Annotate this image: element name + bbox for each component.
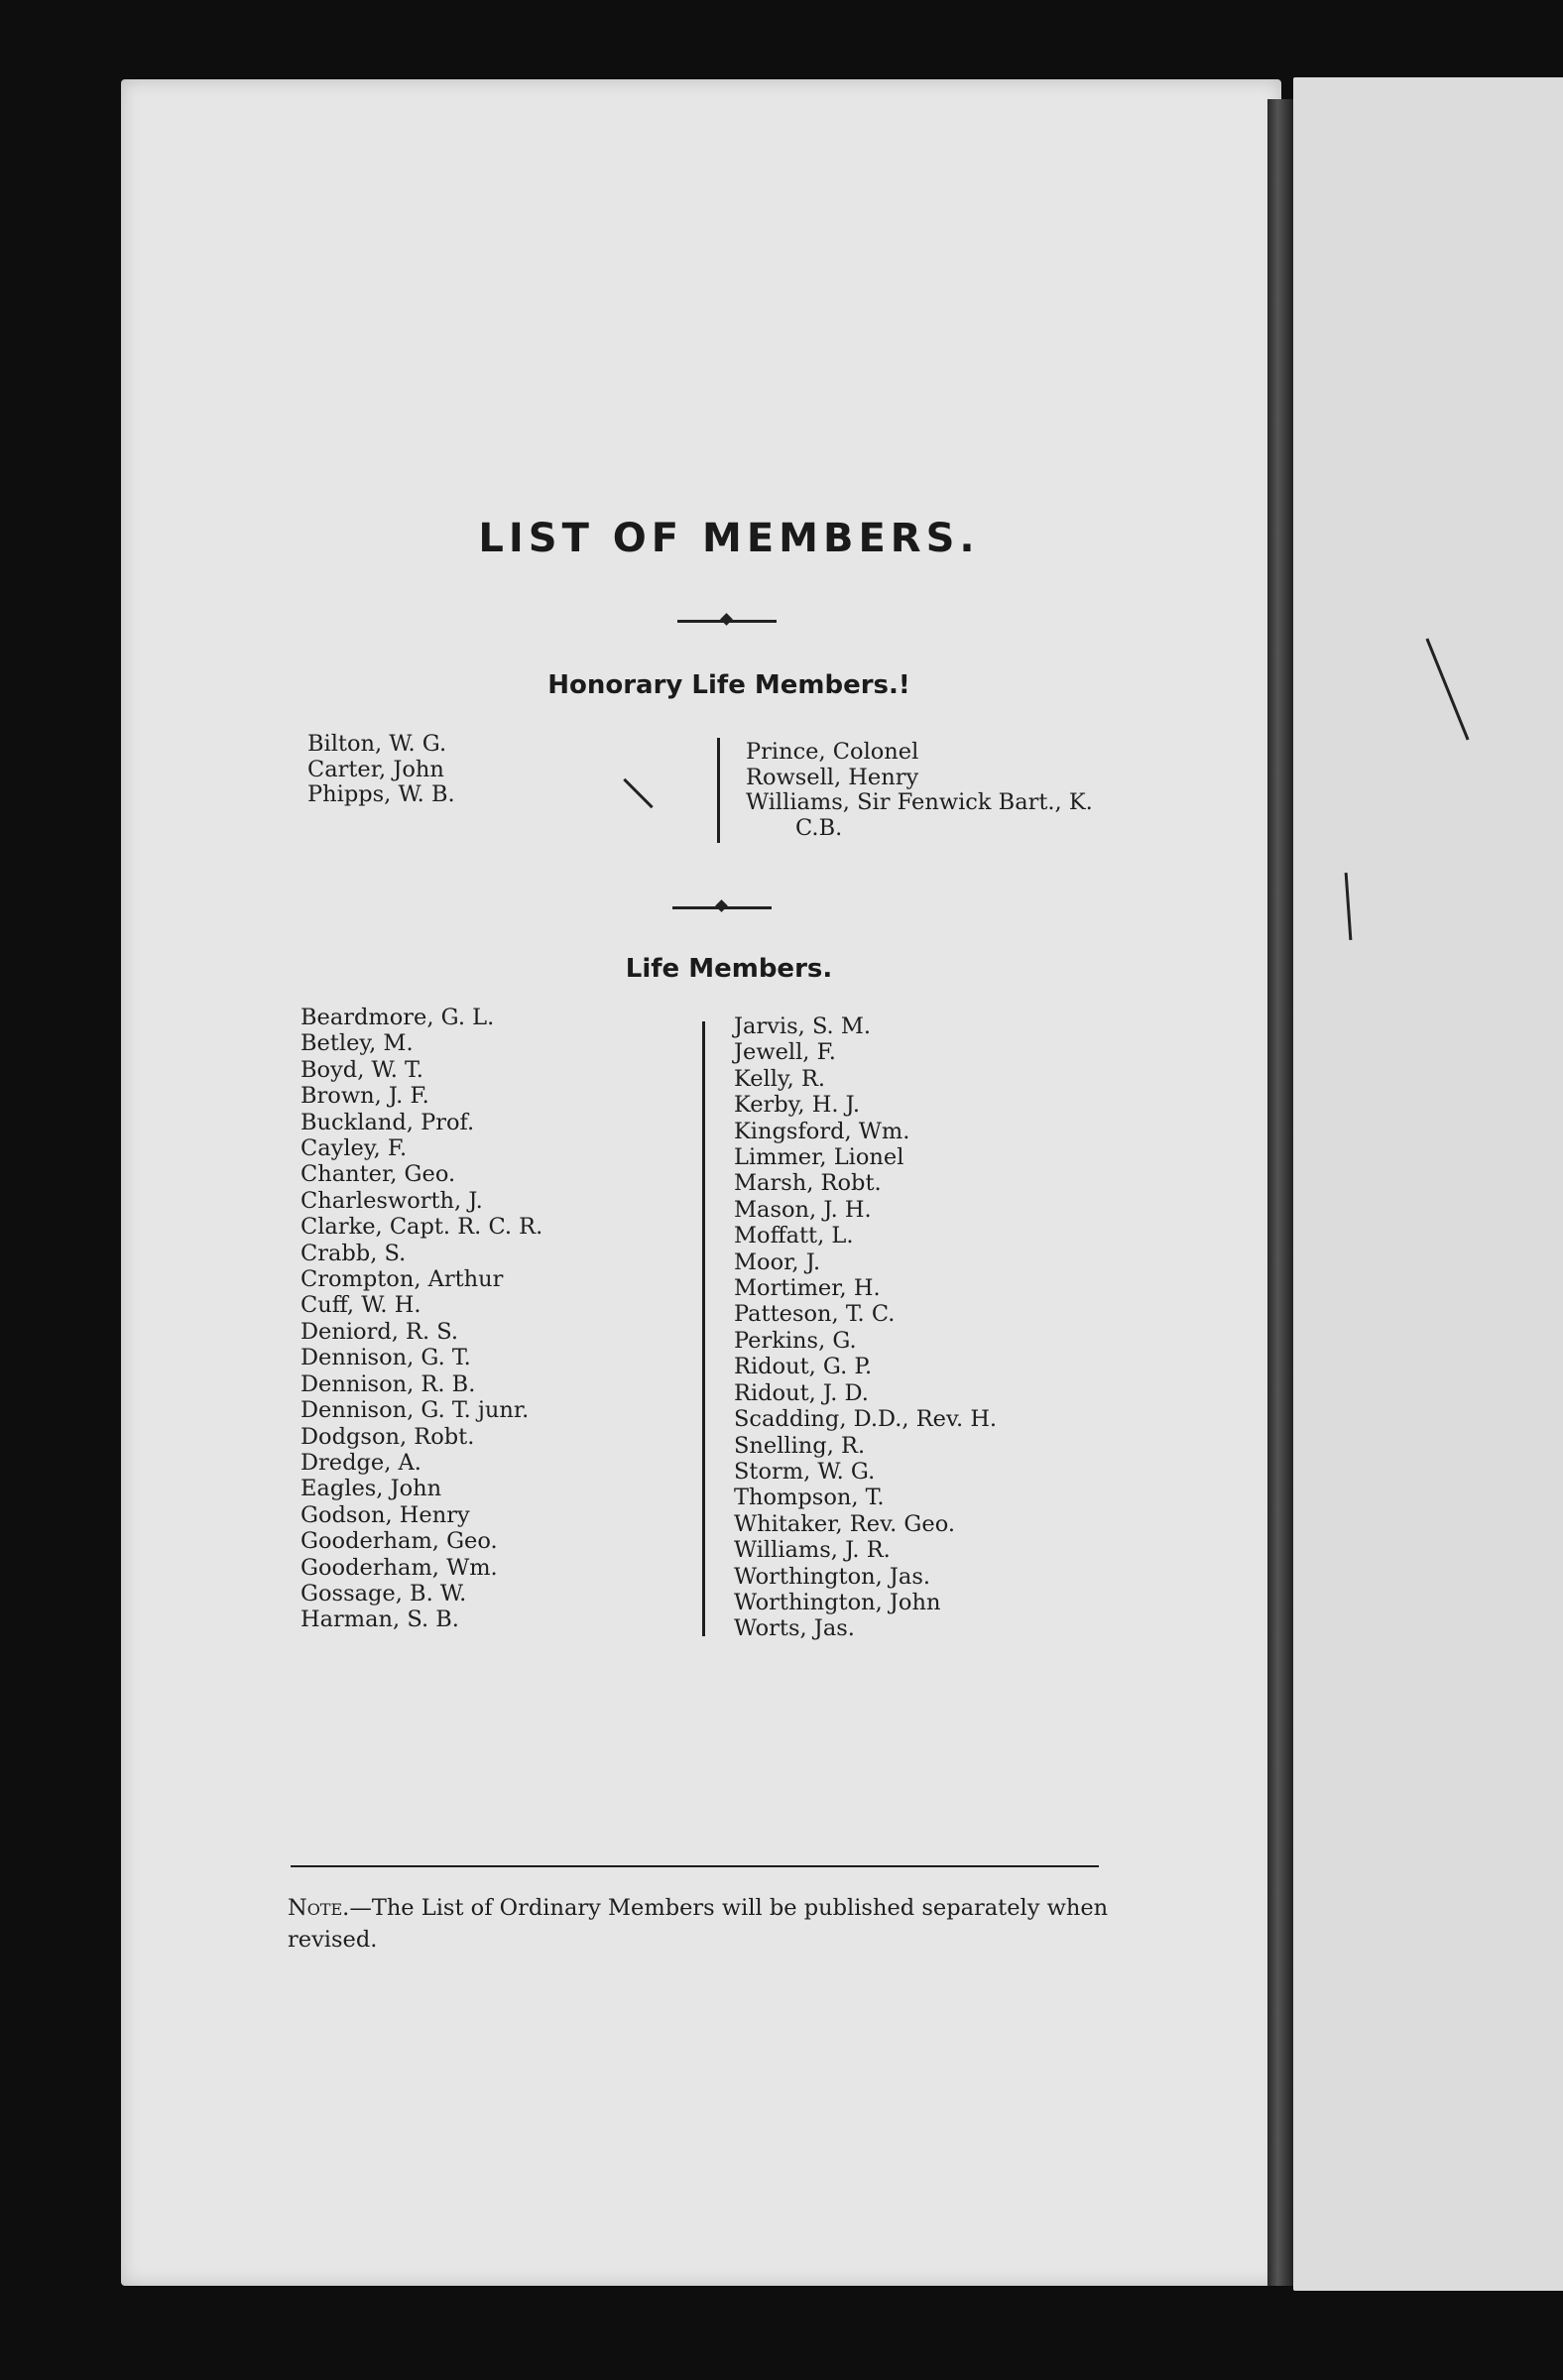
honorary-members-left-column	[307, 732, 455, 808]
note-rule	[291, 1865, 1099, 1867]
member-name: Brown, J. F.	[301, 1083, 429, 1110]
member-name: Marsh, Robt.	[734, 1170, 882, 1197]
member-name: Gooderham, Wm.	[301, 1554, 498, 1581]
member-name: Carter, John	[307, 756, 444, 782]
member-name: Beardmore, G. L.	[301, 1005, 495, 1030]
member-name: Rowsell, Henry	[746, 764, 919, 790]
member-name: Crompton, Arthur	[301, 1266, 504, 1293]
footnote	[288, 1892, 1131, 1956]
life-members-right-column	[734, 1013, 997, 1642]
member-name: Dodgson, Robt.	[301, 1423, 475, 1450]
life-column-divider	[702, 1021, 705, 1636]
member-name: Dennison, G. T. junr.	[301, 1397, 530, 1424]
member-name: Cuff, W. H.	[301, 1292, 421, 1319]
member-name: C.B.	[795, 814, 843, 841]
honorary-column-divider	[717, 738, 720, 843]
member-name: Williams, J. R.	[734, 1537, 891, 1564]
section-ornament	[672, 906, 772, 909]
member-name: Prince, Colonel	[746, 739, 919, 765]
member-name: Ridout, J. D.	[734, 1379, 869, 1406]
page-gutter	[1267, 99, 1293, 2286]
member-name: Boyd, W. T.	[301, 1056, 423, 1083]
member-name: Mason, J. H.	[734, 1196, 872, 1223]
honorary-members-right-column	[746, 740, 1093, 841]
life-members-heading: Life Members.	[625, 954, 833, 984]
member-name: Thompson, T.	[734, 1485, 885, 1511]
member-name: Dennison, G. T.	[301, 1345, 471, 1371]
member-name: Patteson, T. C.	[734, 1301, 896, 1328]
member-name: Jewell, F.	[734, 1039, 836, 1066]
member-name: Worts, Jas.	[734, 1615, 855, 1642]
member-name: Harman, S. B.	[301, 1606, 459, 1633]
member-name: Crabb, S.	[301, 1240, 407, 1266]
member-name: Phipps, W. B.	[307, 781, 455, 807]
member-name: Kelly, R.	[734, 1065, 826, 1092]
member-name: Worthington, Jas.	[734, 1563, 931, 1590]
member-name: Worthington, John	[734, 1589, 941, 1615]
member-name: Mortimer, H.	[734, 1275, 881, 1302]
member-name: Storm, W. G.	[734, 1458, 876, 1485]
member-name: Moor, J.	[734, 1249, 821, 1275]
member-name: Eagles, John	[301, 1476, 442, 1502]
member-name: Clarke, Capt. R. C. R.	[301, 1214, 543, 1241]
member-name: Godson, Henry	[301, 1501, 470, 1528]
member-name: Moffatt, L.	[734, 1223, 854, 1250]
member-name: Chanter, Geo.	[301, 1161, 456, 1188]
title-ornament	[677, 620, 777, 623]
note-label: Note.	[288, 1895, 350, 1921]
member-name: Kingsford, Wm.	[734, 1118, 910, 1144]
member-name: Buckland, Prof.	[301, 1109, 475, 1135]
member-name: Williams, Sir Fenwick Bart., K.	[746, 789, 1093, 815]
member-name: Betley, M.	[301, 1030, 414, 1057]
life-members-left-column	[301, 1005, 542, 1633]
note-text: —The List of Ordinary Members will be published separately when revised.	[288, 1895, 1109, 1953]
member-name: Dennison, R. B.	[301, 1370, 476, 1397]
member-name: Limmer, Lionel	[734, 1144, 904, 1171]
honorary-members-heading: Honorary Life Members.!	[547, 670, 910, 700]
member-name: Whitaker, Rev. Geo.	[734, 1510, 956, 1537]
member-name: Bilton, W. G.	[307, 731, 447, 757]
member-name: Scadding, D.D., Rev. H.	[734, 1406, 998, 1433]
member-name: Gooderham, Geo.	[301, 1528, 498, 1555]
adjacent-page	[1293, 77, 1563, 2291]
member-name: Perkins, G.	[734, 1327, 857, 1354]
member-name: Kerby, H. J.	[734, 1092, 861, 1119]
member-name: Gossage, B. W.	[301, 1580, 467, 1606]
member-name: Cayley, F.	[301, 1135, 408, 1162]
member-name: Snelling, R.	[734, 1432, 866, 1459]
member-name: Charlesworth, J.	[301, 1187, 483, 1214]
member-name: Jarvis, S. M.	[734, 1013, 872, 1039]
member-name: Deniord, R. S.	[301, 1318, 459, 1345]
member-name: Dredge, A.	[301, 1449, 421, 1476]
page-title: LIST OF MEMBERS.	[478, 516, 980, 561]
member-name: Ridout, G. P.	[734, 1354, 873, 1380]
